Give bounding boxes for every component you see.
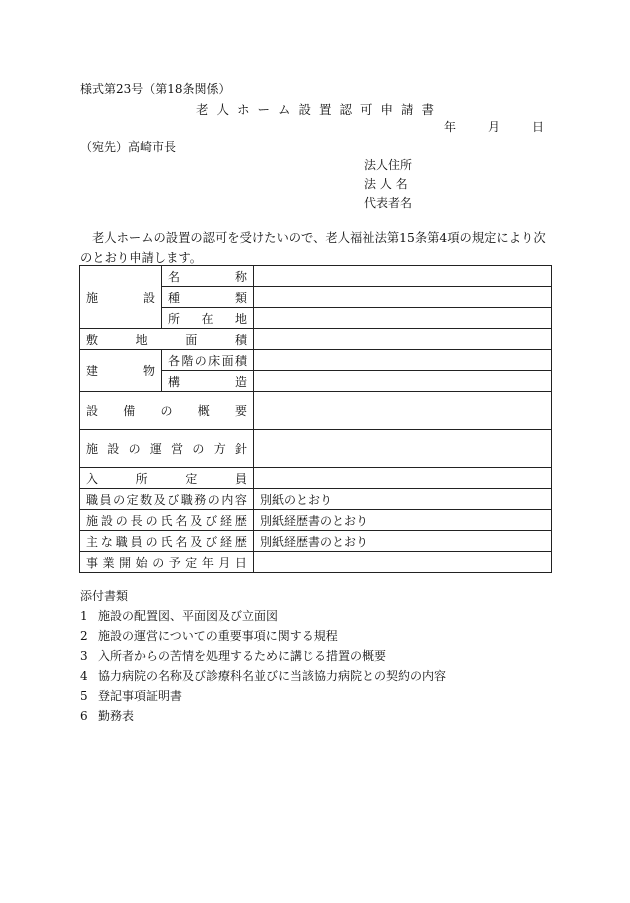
date-line xyxy=(444,118,544,135)
director-label: 施 設 の 長 の 氏 名 及 び 経 歴 xyxy=(86,513,247,528)
facility-location-label-cell xyxy=(162,308,254,329)
structure-label: 構 造 xyxy=(168,374,247,389)
date-day-label: 日 xyxy=(532,120,545,134)
addressee: （宛先）高崎市長 xyxy=(80,140,177,154)
site-area-label: 敷 地 面 積 xyxy=(86,332,247,347)
main-staff-label-cell xyxy=(80,531,254,552)
facility-name-label: 名 称 xyxy=(168,269,247,284)
building-label: 建 物 xyxy=(86,364,155,378)
attachment-item: 3 入所者からの苦情を処理するために講じる措置の概要 xyxy=(80,649,387,663)
attachment-item: 4 協力病院の名称及び診療科名並びに当該協力病院との契約の内容 xyxy=(80,669,447,683)
director-value: 別紙経歴書のとおり xyxy=(254,510,552,531)
capacity-value[interactable] xyxy=(254,468,552,489)
floor-area-label: 各 階 の 床 面 積 xyxy=(168,353,247,368)
date-month-label: 月 xyxy=(488,120,501,134)
intro-text: 老人ホームの設置の認可を受けたいので、老人福祉法第15条第4項の規定により次のとおり申請します。 xyxy=(80,231,546,265)
equipment-label: 設 備 の 概 要 xyxy=(86,404,247,418)
applicant-name-label: 法 人 名 xyxy=(364,177,408,191)
floor-area-label-cell xyxy=(162,350,254,371)
staff-label: 職 員 の 定 数 及 び 職 務 の 内 容 xyxy=(86,492,247,507)
facility-type-label: 種 類 xyxy=(168,290,247,305)
date-year-label: 年 xyxy=(444,120,457,134)
facility-location-label: 所 在 地 xyxy=(168,311,247,326)
attachment-item: 1 施設の配置図、平面図及び立面図 xyxy=(80,609,279,623)
capacity-label-cell xyxy=(80,468,254,489)
start-date-label: 事 業 開 始 の 予 定 年 月 日 xyxy=(86,555,247,570)
site-area-label-cell xyxy=(80,329,254,350)
building-label-cell xyxy=(80,350,162,392)
facility-name-value[interactable] xyxy=(254,266,552,287)
facility-type-label-cell xyxy=(162,287,254,308)
structure-label-cell xyxy=(162,371,254,392)
start-date-value[interactable] xyxy=(254,552,552,573)
facility-label: 施 設 xyxy=(86,290,155,305)
applicant-address-label: 法人住所 xyxy=(364,158,413,172)
application-table xyxy=(79,265,552,573)
facility-type-value[interactable] xyxy=(254,287,552,308)
start-date-label-cell xyxy=(80,552,254,573)
director-label-cell xyxy=(80,510,254,531)
structure-value[interactable] xyxy=(254,371,552,392)
facility-label-cell xyxy=(80,266,162,329)
applicant-representative-label: 代表者名 xyxy=(364,196,413,210)
facility-location-value[interactable] xyxy=(254,308,552,329)
form-number: 様式第23号（第18条関係） xyxy=(80,82,231,96)
main-staff-value: 別紙経歴書のとおり xyxy=(254,531,552,552)
attachment-item: 6 勤務表 xyxy=(80,709,135,723)
capacity-label: 入 所 定 員 xyxy=(86,471,247,486)
attachment-item: 5 登記事項証明書 xyxy=(80,689,183,703)
staff-value: 別紙のとおり xyxy=(254,489,552,510)
facility-name-label-cell xyxy=(162,266,254,287)
staff-label-cell xyxy=(80,489,254,510)
document-title: 老人ホーム設置認可申請書 xyxy=(195,102,442,117)
policy-label: 施 設 の 運 営 の 方 針 xyxy=(86,442,247,456)
site-area-value[interactable] xyxy=(254,329,552,350)
equipment-label-cell xyxy=(80,392,254,430)
main-staff-label: 主 な 職 員 の 氏 名 及 び 経 歴 xyxy=(86,534,247,549)
equipment-value[interactable] xyxy=(254,392,552,430)
attachment-item: 2 施設の運営についての重要事項に関する規程 xyxy=(80,629,338,643)
floor-area-value[interactable] xyxy=(254,350,552,371)
policy-value[interactable] xyxy=(254,430,552,468)
policy-label-cell xyxy=(80,430,254,468)
attachments-title: 添付書類 xyxy=(80,589,129,603)
